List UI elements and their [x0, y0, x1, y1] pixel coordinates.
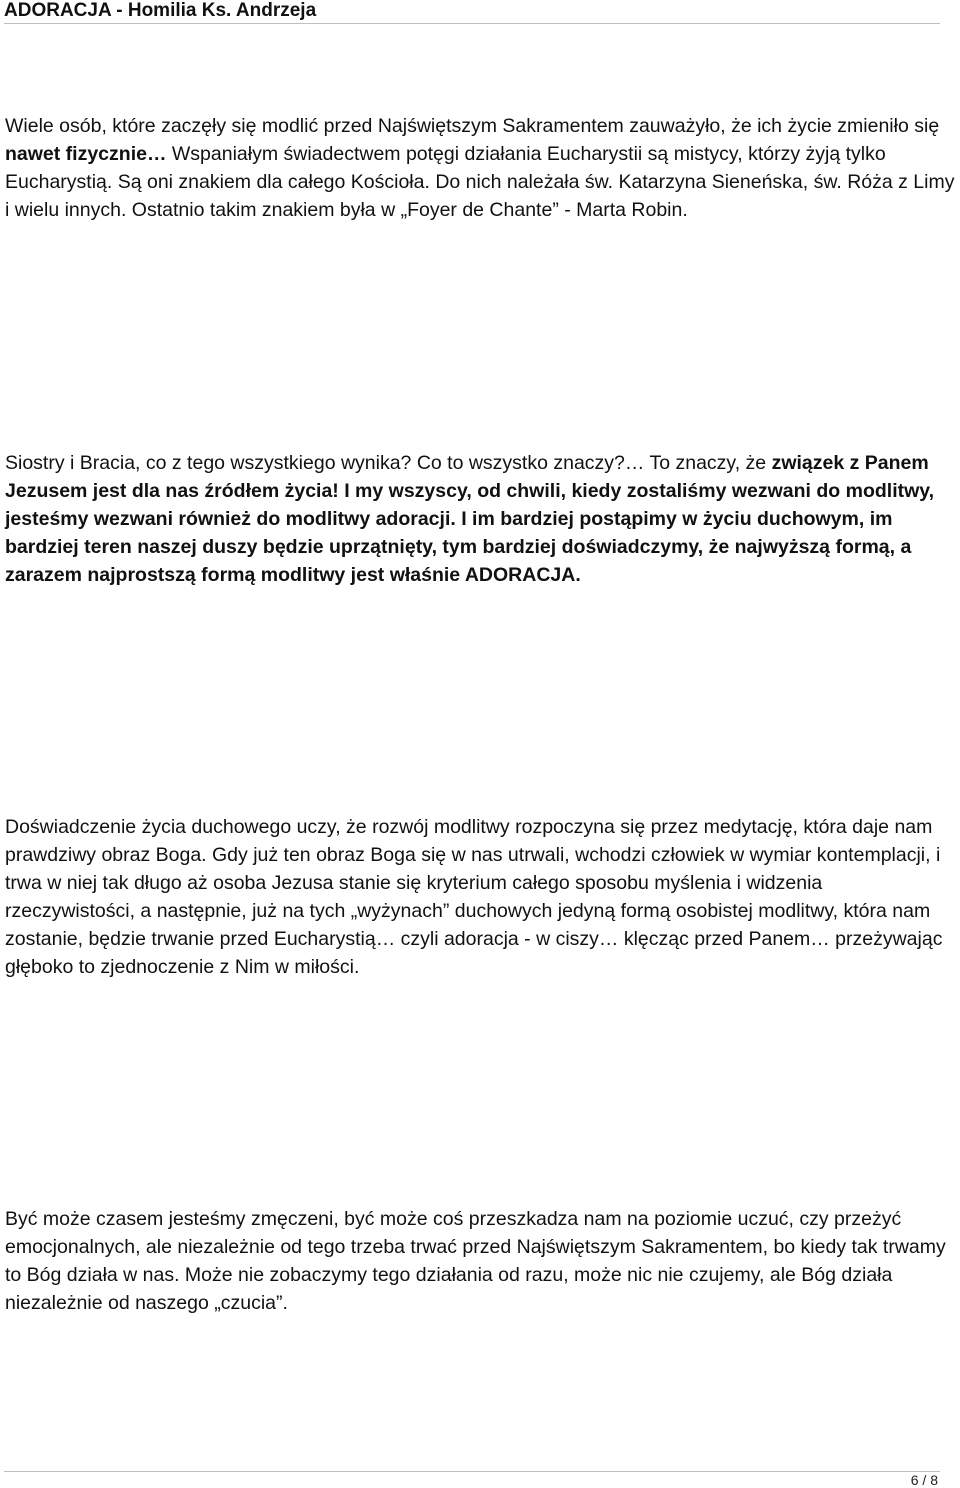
paragraph-text-run: Siostry i Bracia, co z tego wszystkiego wynika? Co to wszystko znaczy?… To znaczy, że — [5, 452, 772, 474]
paragraph-text-run: Wspaniałym świadectwem potęgi działania Eucharystii są mistycy, którzy żyją tylko Eucharystią. Są oni znakiem dla całego Kościoła. Do nich należała św. Katarzyna Sieneńska, św. Róża z Limy i wielu innych. Ostatnio takim znakiem była w „Foyer de Chante” - Marta Robin. — [5, 143, 955, 221]
footer-divider — [4, 1471, 940, 1472]
paragraph-perseverance — [5, 1205, 955, 1317]
page-number: 6 / 8 — [910, 1472, 938, 1488]
paragraph-text-run: Wiele osób, które zaczęły się modlić przed Najświętszym Sakramentem zauważyło, że ich życie zmieniło się — [5, 115, 940, 137]
document-title: ADORACJA - Homilia Ks. Andrzeja — [4, 0, 317, 21]
paragraph-text-run: Doświadczenie życia duchowego uczy, że rozwój modlitwy rozpoczyna się przez medytację, która daje nam prawdziwy obraz Boga. Gdy już ten obraz Boga się w nas utrwali, wchodzi człowiek w wymiar kontemplacji, i trwa w niej tak długo aż osoba Jezusa stanie się kryterium całego sposobu myślenia i widzenia rzeczywistości, a następnie, już na tych „wyżynach” duchowych jedyną formą osobistej modlitwy, która nam zostanie, będzie trwanie przed Eucharystią… czyli adoracja - w ciszy… klęcząc przed Panem… przeżywając głęboko to zjednoczenie z Nim w miłości. — [5, 816, 943, 978]
page-header — [0, 0, 960, 24]
paragraph-spiritual-life — [5, 813, 955, 981]
paragraph-bold-run: nawet fizycznie… — [5, 143, 167, 165]
header-divider — [4, 23, 940, 24]
paragraph-adoration-conclusion — [5, 449, 955, 589]
paragraph-text-run: Być może czasem jesteśmy zmęczeni, być może coś przeszkadza nam na poziomie uczuć, czy przeżyć emocjonalnych, ale niezależnie od tego trzeba trwać przed Najświętszym Sakramentem, bo kiedy tak trwamy to Bóg działa w nas. Może nie zobaczymy tego działania od razu, może nic nie czujemy, ale Bóg działa niezależnie od naszego „czucia”. — [5, 1208, 946, 1314]
paragraph-mystics — [5, 112, 955, 224]
paragraph-bold-run: związek z Panem Jezusem jest dla nas źródłem życia! I my wszyscy, od chwili, kiedy zostaliśmy wezwani do modlitwy, jesteśmy wezwani również do modlitwy adoracji. I im bardziej postąpimy w życiu duchowym, im bardziej teren naszej duszy będzie uprzątnięty, tym bardziej doświadczymy, że najwyższą formą, a zarazem najprostszą formą modlitwy jest właśnie ADORACJA. — [5, 452, 935, 586]
